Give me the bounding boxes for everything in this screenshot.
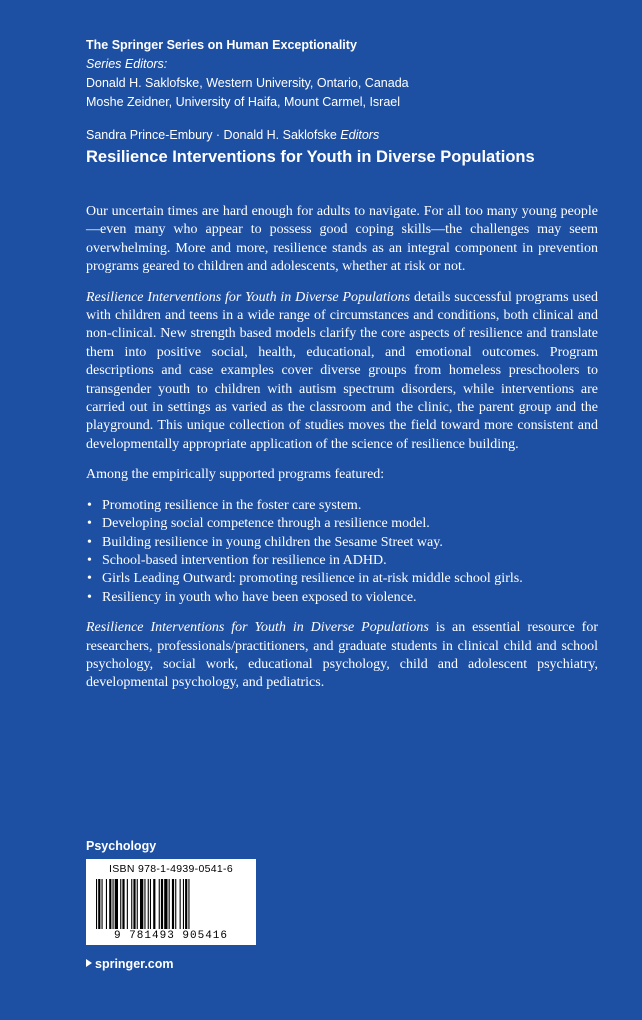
- bullet-icon: •: [87, 552, 92, 568]
- program-list-item-text: Girls Leading Outward: promoting resilience in at-risk middle school girls.: [102, 571, 523, 587]
- series-editor-2: Moshe Zeidner, University of Haifa, Mount Carmel, Israel: [86, 95, 401, 109]
- series-info: [86, 36, 606, 112]
- program-list-item: [86, 570, 598, 588]
- description-p2-book-title: Resilience Interventions for Youth in Diverse Populations: [86, 289, 411, 305]
- description-paragraph-4: [86, 619, 598, 693]
- isbn-text: ISBN 978-1-4939-0541-6: [109, 863, 233, 875]
- subject-category: Psychology: [86, 839, 157, 853]
- bullet-icon: •: [87, 589, 92, 605]
- program-list-item: [86, 515, 598, 533]
- barcode-bar: [161, 879, 163, 929]
- description-paragraph-1: Our uncertain times are hard enough for adults to navigate. For all too many young people—even many who appear to possess good coping skills—the challenges may seem overwhelming. More and more, resilience stands as an integral component in prevention programs geared to children and adolescents, whether at risk or not.: [86, 204, 598, 275]
- series-editors-label: Series Editors:: [86, 57, 168, 71]
- barcode-bar: [120, 879, 121, 929]
- barcode-bar: [180, 879, 181, 929]
- publisher-website[interactable]: [86, 957, 174, 971]
- barcode-bar: [98, 879, 100, 929]
- isbn-barcode: [86, 859, 256, 945]
- description-p4-text: is an essential resource for researchers, professionals/practitioners, and graduate students in clinical child and school psychology, social work, educational psychology, child and adolescent psychiatry, developmental psychology, and pediatrics.: [86, 620, 598, 691]
- program-list-item-text: Building resilience in young children the Sesame Street way.: [102, 534, 443, 550]
- program-list-item: [86, 534, 598, 552]
- barcode-bar: [102, 879, 103, 929]
- book-editors-names: Sandra Prince-Embury · Donald H. Saklofske: [86, 128, 337, 142]
- barcode-bars: [96, 879, 246, 929]
- bullet-icon: •: [87, 516, 92, 532]
- barcode-bar: [113, 879, 114, 929]
- program-list: [86, 497, 598, 607]
- description-paragraph-3: Among the empirically supported programs featured:: [86, 467, 385, 483]
- barcode-bar: [169, 879, 170, 929]
- program-list-item-text: Resiliency in youth who have been exposed to violence.: [102, 589, 417, 605]
- program-list-item-text: School-based intervention for resilience in ADHD.: [102, 552, 387, 568]
- barcode-bar: [172, 879, 174, 929]
- program-list-item-text: Promoting resilience in the foster care system.: [102, 497, 362, 513]
- barcode-bar: [140, 879, 143, 929]
- barcode-bar: [153, 879, 155, 929]
- arrow-right-icon: [86, 959, 92, 967]
- barcode-bar: [188, 879, 189, 929]
- barcode-bar: [148, 879, 149, 929]
- description-p2-text: details successful programs used with children and teens in a wide range of circumstances and conditions, both clinical and non-clinical. New strength based models clarify the core aspects of resilience and translate them into positive social, health, educational, and emotional outcomes. Program descriptions and case examples cover diverse groups from homeless preschoolers to transgender youth to children with autism spectrum disorders, while interventions are carried out in settings as varied as the classroom and the clinic, the parent group and the playground. This unique collection of studies moves the field toward more consistent and developmentally appropriate application of the science of resilience building.: [86, 289, 599, 452]
- barcode-bar: [183, 879, 184, 929]
- barcode-bar: [127, 879, 128, 929]
- barcode-bar: [96, 879, 97, 929]
- barcode-bar: [185, 879, 187, 929]
- barcode-bar: [115, 879, 118, 929]
- description-paragraph-2: [86, 289, 598, 455]
- barcode-bar: [109, 879, 111, 929]
- series-title: The Springer Series on Human Exceptionality: [86, 38, 357, 52]
- bullet-icon: •: [87, 571, 92, 587]
- barcode-bar: [122, 879, 124, 929]
- series-editor-1: Donald H. Saklofske, Western University, Ontario, Canada: [86, 76, 409, 90]
- barcode-bar: [137, 879, 138, 929]
- program-list-item-text: Developing social competence through a resilience model.: [102, 516, 430, 532]
- barcode-bar: [175, 879, 176, 929]
- barcode-bar: [164, 879, 167, 929]
- book-title: Resilience Interventions for Youth in Diverse Populations: [86, 148, 535, 166]
- barcode-digits: 9 781493 905416: [113, 930, 229, 942]
- barcode-bar: [144, 879, 145, 929]
- book-editors-role: Editors: [340, 128, 380, 142]
- description-p4-book-title: Resilience Interventions for Youth in Diverse Populations: [86, 620, 429, 636]
- barcode-bar: [131, 879, 132, 929]
- program-list-item: [86, 552, 598, 570]
- program-list-item: [86, 497, 598, 515]
- bullet-icon: •: [87, 534, 92, 550]
- bullet-icon: •: [87, 497, 92, 513]
- book-editors: [86, 126, 379, 144]
- barcode-bar: [106, 879, 107, 929]
- barcode-bar: [133, 879, 135, 929]
- program-list-item: [86, 589, 598, 607]
- publisher-website-text: springer.com: [95, 957, 174, 971]
- barcode-bar: [150, 879, 151, 929]
- description: [86, 203, 598, 705]
- barcode-bar: [159, 879, 160, 929]
